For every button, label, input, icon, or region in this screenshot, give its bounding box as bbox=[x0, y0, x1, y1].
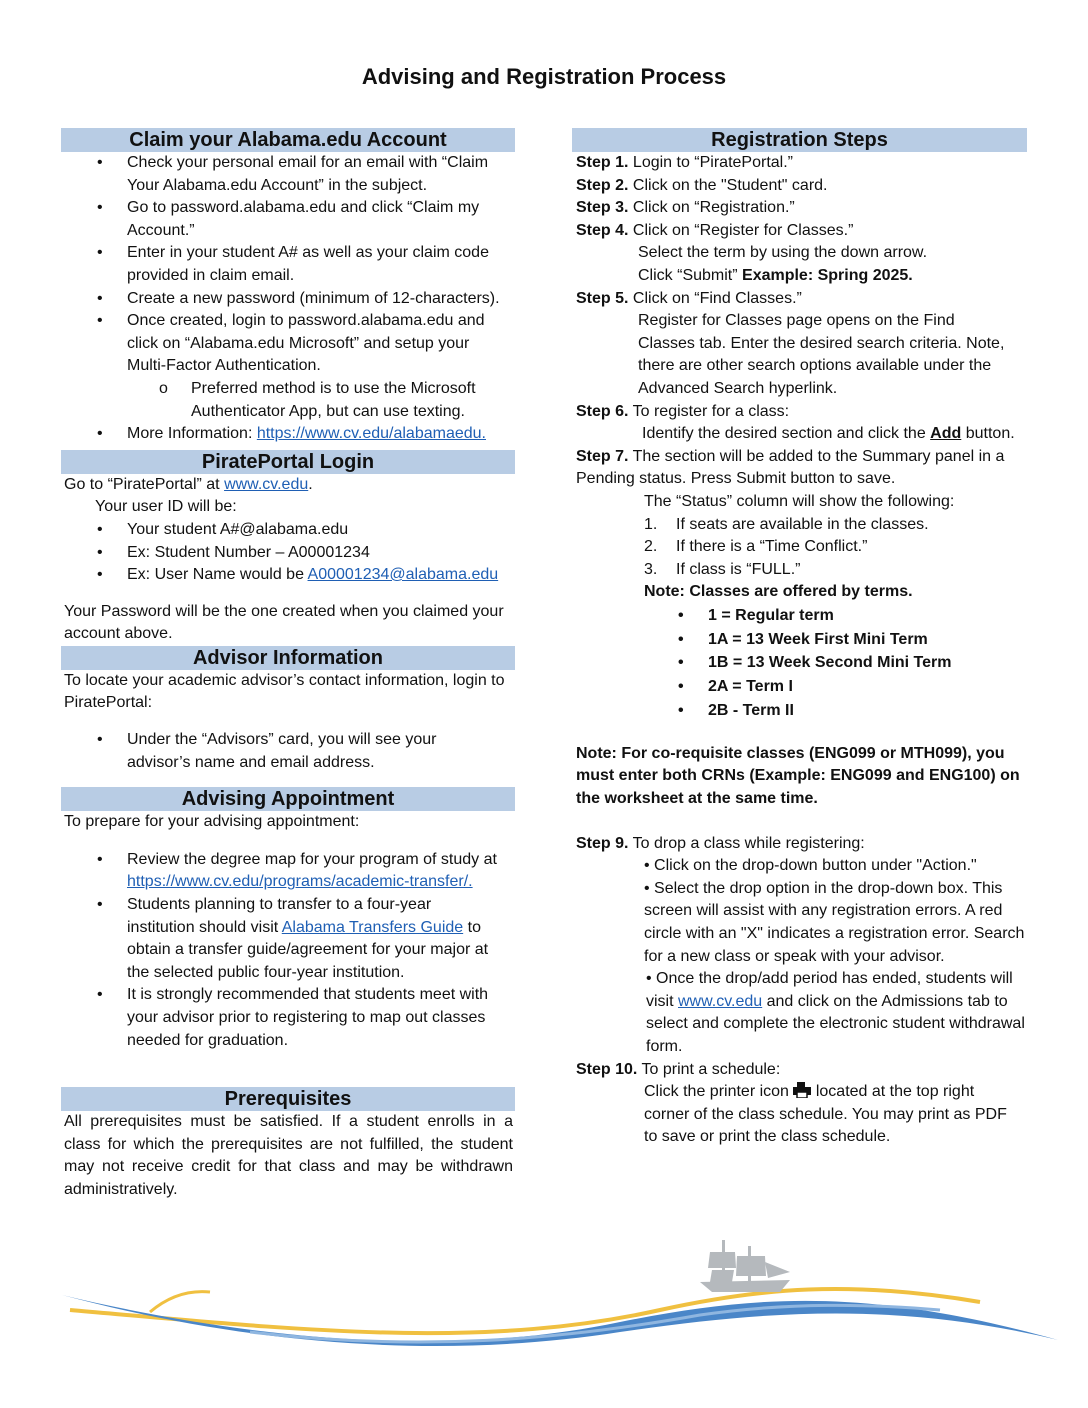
item-number: 1. bbox=[644, 515, 658, 533]
list-item: • Go to password.alabama.edu and click “Claim my Account.” bbox=[61, 197, 515, 242]
claim-account-heading: Claim your Alabama.edu Account bbox=[61, 128, 515, 152]
step-2 bbox=[576, 175, 1027, 198]
step-label: Step 6. bbox=[576, 402, 629, 420]
bullet-text: • Once the drop/add period has ended, students will visit bbox=[646, 970, 1013, 1010]
userid-list bbox=[61, 519, 515, 587]
item-text: If class is “FULL.” bbox=[676, 560, 801, 578]
item-text: If there is a “Time Conflict.” bbox=[676, 538, 868, 556]
detail-text: button. bbox=[961, 425, 1015, 443]
step-text: Click on “Registration.” bbox=[632, 199, 795, 217]
detail-text: Click “Submit” bbox=[638, 266, 743, 284]
example-email-link[interactable]: A00001234@alabama.edu bbox=[307, 566, 499, 584]
list-item: • Create a new password (minimum of 12-characters). bbox=[61, 288, 515, 311]
claim-account-sublist bbox=[61, 378, 515, 423]
list-item bbox=[61, 849, 515, 894]
step-text: Click on “Find Classes.” bbox=[632, 289, 802, 307]
appointment-list bbox=[61, 849, 515, 1052]
step-9-bullet-1: • Click on the drop-down button under "Action." bbox=[644, 857, 977, 875]
list-item: • Under the “Advisors” card, you will see your advisor’s name and email address. bbox=[61, 729, 515, 774]
step-6-detail bbox=[576, 423, 1027, 446]
list-item: • Check your personal email for an email with “Claim Your Alabama.edu Account” in the subject. bbox=[61, 152, 515, 197]
step-5-detail: Register for Classes page opens on the Find Classes tab. Enter the desired search criteria. Note, there are other search options available under the Advanced Search hyperlink. bbox=[638, 312, 1005, 397]
registration-steps-heading: Registration Steps bbox=[572, 128, 1027, 152]
academic-transfer-link[interactable]: https://www.cv.edu/programs/academic-transfer/. bbox=[127, 873, 473, 891]
step-4-detail: Select the term by using the down arrow. bbox=[638, 244, 928, 262]
step-9-bullet-2: • Select the drop option in the drop-down box. This screen will assist with any registration errors. A red circle with an "X" indicates a registration error. Search for a new class or speak with your advisor. bbox=[644, 879, 1025, 965]
left-column bbox=[61, 128, 515, 1202]
cv-edu-link[interactable]: www.cv.edu bbox=[224, 475, 309, 493]
item-text: to obtain a transfer guide/agreement for your major at the selected public four-year institution. bbox=[127, 918, 489, 981]
step-text: Click on “Register for Classes.” bbox=[632, 221, 854, 239]
list-item: • Once created, login to password.alabama.edu and click on “Alabama.edu Microsoft” and setup your Multi-Factor Authentication. bbox=[61, 310, 515, 378]
list-item bbox=[61, 564, 515, 587]
step-10-detail bbox=[576, 1081, 1027, 1149]
registration-steps bbox=[572, 152, 1027, 1149]
right-column bbox=[572, 128, 1027, 1149]
step-label: Step 10. bbox=[576, 1060, 638, 1078]
add-button-ref: Add bbox=[930, 425, 962, 443]
cv-edu-link[interactable]: www.cv.edu bbox=[678, 992, 763, 1010]
userid-label: Your user ID will be: bbox=[95, 498, 237, 516]
step-1 bbox=[576, 152, 1027, 175]
advising-appointment-heading: Advising Appointment bbox=[61, 787, 515, 811]
step-7 bbox=[576, 446, 1027, 491]
alabamaedu-link[interactable]: https://www.cv.edu/alabamaedu. bbox=[256, 425, 486, 443]
step-label: Step 4. bbox=[576, 221, 629, 239]
step-4-example bbox=[576, 265, 1027, 288]
item-text: Review the degree map for your program of study at bbox=[127, 850, 497, 868]
step-text: Click on the "Student" card. bbox=[632, 176, 828, 194]
claim-account-list bbox=[61, 152, 515, 378]
list-item: • It is strongly recommended that students meet with your advisor prior to registering to map out classes needed for graduation. bbox=[61, 984, 515, 1052]
more-info-list bbox=[61, 423, 515, 446]
step-text: To drop a class while registering: bbox=[632, 834, 865, 852]
list-item: • 1B = 13 Week Second Mini Term bbox=[576, 651, 1027, 675]
detail-text: Identify the desired section and click the bbox=[642, 425, 931, 443]
detail-text: located at the top right corner of the class schedule. You may print as PDF to save or print the class schedule. bbox=[644, 1083, 1007, 1146]
status-intro: The “Status” column will show the following: bbox=[644, 492, 955, 510]
list-item: • 2A = Term I bbox=[576, 675, 1027, 699]
list-item: • 2B - Term II bbox=[576, 699, 1027, 723]
advisor-intro: To locate your academic advisor’s contact information, login to PiratePortal: bbox=[64, 671, 505, 712]
step-label: Step 2. bbox=[576, 176, 629, 194]
item-text: If seats are available in the classes. bbox=[676, 515, 929, 533]
list-item: • 1 = Regular term bbox=[576, 604, 1027, 628]
list-item: • Enter in your student A# as well as your claim code provided in claim email. bbox=[61, 242, 515, 287]
bullet-text: and click on the Admissions tab to select and complete the electronic student withdrawal form. bbox=[646, 992, 1025, 1055]
detail-text: Click the printer icon bbox=[644, 1083, 794, 1101]
step-9-bullet-3 bbox=[576, 968, 1027, 1058]
step-text: The section will be added to the Summary panel in a Pending status. Press Submit button to save. bbox=[576, 447, 1005, 488]
list-item: • Ex: Student Number – A00001234 bbox=[61, 542, 515, 565]
corequisite-note: Note: For co-requisite classes (ENG099 or MTH099), you must enter both CRNs (Example: ENG099 and ENG100) on the worksheet at the same time. bbox=[576, 744, 1020, 808]
step-6 bbox=[576, 401, 1027, 424]
goto-prefix: Go to “PiratePortal” at bbox=[64, 475, 225, 493]
item-number: 2. bbox=[644, 538, 658, 556]
example-prefix: Ex: User Name would be bbox=[127, 566, 308, 584]
item-number: 3. bbox=[644, 560, 658, 578]
advisor-info-heading: Advisor Information bbox=[61, 646, 515, 670]
step-text: Login to “PiratePortal.” bbox=[628, 154, 793, 171]
advisor-list bbox=[61, 729, 515, 774]
step-text: To print a schedule: bbox=[641, 1060, 781, 1078]
step-label: Step 9. bbox=[576, 834, 629, 852]
ship-icon bbox=[700, 1240, 790, 1292]
pirateportal-login-heading: PiratePortal Login bbox=[61, 450, 515, 474]
item-text: Students planning to transfer to a four-year institution should visit bbox=[127, 896, 432, 936]
list-item bbox=[576, 559, 1027, 582]
gold-swoosh bbox=[150, 1292, 210, 1312]
list-item: o Preferred method is to use the Microsoft Authenticator App, but can use texting. bbox=[61, 378, 515, 423]
step-3 bbox=[576, 197, 1027, 220]
terms-note: Note: Classes are offered by terms. bbox=[644, 583, 913, 601]
step-text: To register for a class: bbox=[632, 402, 790, 420]
example-bold: Example: Spring 2025. bbox=[742, 266, 913, 284]
alabama-transfers-guide-link[interactable]: Alabama Transfers Guide bbox=[281, 918, 464, 936]
step-5 bbox=[576, 288, 1027, 311]
step-label: Step 1. bbox=[576, 154, 629, 171]
step-4 bbox=[576, 220, 1027, 243]
list-item bbox=[576, 536, 1027, 559]
printer-icon bbox=[793, 1082, 811, 1098]
more-info-label: More Information: bbox=[127, 425, 257, 443]
page-title: Advising and Registration Process bbox=[361, 64, 727, 89]
list-item: • Your student A#@alabama.edu bbox=[61, 519, 515, 542]
step-10 bbox=[576, 1059, 1027, 1082]
status-list bbox=[576, 514, 1027, 582]
step-label: Step 5. bbox=[576, 289, 629, 307]
step-9 bbox=[576, 833, 1027, 856]
terms-list bbox=[576, 604, 1027, 723]
prerequisites-heading: Prerequisites bbox=[61, 1087, 515, 1111]
more-info-item bbox=[61, 423, 515, 446]
goto-suffix: . bbox=[308, 475, 313, 493]
list-item bbox=[61, 894, 515, 984]
pirateportal-goto bbox=[61, 474, 515, 497]
footer-wave-graphic bbox=[0, 1240, 1088, 1380]
prerequisites-text: All prerequisites must be satisfied. If a student enrolls in a class for which the prerequisites are not fulfilled, the student may not receive credit for that class and may be withdrawn administratively. bbox=[64, 1113, 513, 1198]
password-note: Your Password will be the one created when you claimed your account above. bbox=[64, 602, 504, 643]
step-label: Step 3. bbox=[576, 199, 629, 217]
list-item: • 1A = 13 Week First Mini Term bbox=[576, 628, 1027, 652]
step-label: Step 7. bbox=[576, 447, 629, 465]
list-item bbox=[576, 514, 1027, 537]
appointment-intro: To prepare for your advising appointment: bbox=[64, 813, 360, 831]
